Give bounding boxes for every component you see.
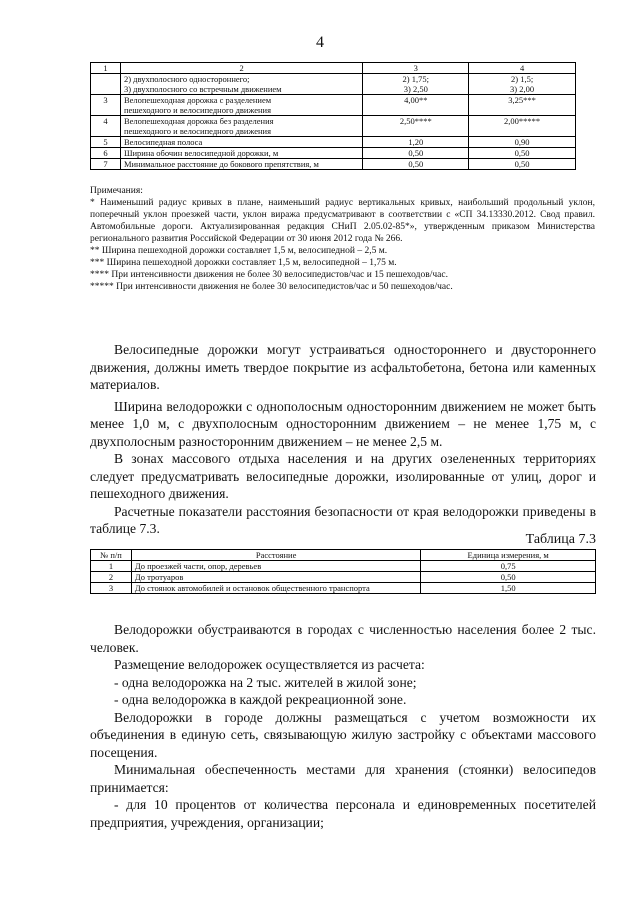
row-number: 6	[91, 148, 121, 159]
row-value-2: 0,50	[469, 159, 576, 170]
note-1: * Наименьший радиус кривых в плане, наименьший радиус вертикальных кривых, наибольший продольный уклон, поперечный уклон проезжей части, уклон виража предусматривают в соответствии с «СП 34.13330.2012. Свод правил. Автомобильные дороги. Актуализированная редакция СНиП 2.05.02-85*», утвержденным приказом Министерства регионального развития Российской Федерации от 30 июня 2012 года № 266.	[90, 198, 595, 244]
table-row	[91, 116, 576, 137]
notes-title: Примечания:	[90, 186, 143, 196]
row-description: 2) двухполосного одностороннего; 3) двухполосного со встречным движением	[120, 74, 362, 95]
note-3: *** Ширина пешеходной дорожки составляет 1,5 м, велосипедной – 1,75 м.	[90, 258, 397, 268]
row-value-1: 4,00**	[363, 95, 469, 116]
header-cell: Расстояние	[131, 550, 420, 561]
row-number: 4	[91, 116, 121, 137]
row-distance: До проезжей части, опор, деревьев	[131, 561, 420, 572]
paragraph: Велосипедные дорожки могут устраиваться одностороннего и двустороннего движения, должны иметь твердое покрытие из асфальтобетона, бетона или каменных материалов.	[90, 342, 596, 392]
row-number: 3	[91, 95, 121, 116]
row-description: Ширина обочин велосипедной дорожки, м	[120, 148, 362, 159]
row-value-2: 0,90	[469, 137, 576, 148]
row-value-1: 0,50	[363, 148, 469, 159]
table-row	[91, 572, 596, 583]
row-number: 5	[91, 137, 121, 148]
header-cell: 3	[363, 63, 469, 74]
row-description: Минимальное расстояние до бокового препятствия, м	[120, 159, 362, 170]
row-value-2: 2) 1,5; 3) 2,00	[469, 74, 576, 95]
paragraph: Минимальная обеспеченность местами для хранения (стоянки) велосипедов принимается:	[90, 762, 596, 795]
row-value-1: 1,20	[363, 137, 469, 148]
table-row	[91, 95, 576, 116]
row-distance: До тротуаров	[131, 572, 420, 583]
paragraph: В зонах массового отдыха населения и на других озелененных территориях следует предусматривать велосипедные дорожки, изолированные от улиц, дорог и пешеходного движения.	[90, 451, 596, 501]
paragraph: Ширина велодорожки с однополосным односторонним движением не может быть менее 1,0 м, с двухполосным односторонним движением – не менее 1,75 м, с двухполосным разносторонним движением – не менее 2,5 м.	[90, 398, 596, 449]
note-2: ** Ширина пешеходной дорожки составляет 1,5 м, велосипедной – 2,5 м.	[90, 246, 388, 256]
body-text-section-1	[90, 341, 596, 538]
body-text-section-2	[90, 621, 596, 831]
table-row	[91, 159, 576, 170]
row-description: Велопешеходная дорожка без разделения пешеходного и велосипедного движения	[120, 116, 362, 137]
paragraph: Велодорожки обустраиваются в городах с численностью населения более 2 тыс. человек.	[90, 622, 596, 655]
table-row	[91, 583, 596, 594]
note-4: **** При интенсивности движения не более 30 велосипедистов/час и 15 пешеходов/час.	[90, 270, 448, 280]
row-value-1: 2,50****	[363, 116, 469, 137]
row-value-1: 0,50	[363, 159, 469, 170]
paragraph: Велодорожки в городе должны размещаться с учетом возможности их объединения в единую сеть, связывающую жилую застройку с объектами массового посещения.	[90, 709, 596, 760]
row-value-2: 0,50	[469, 148, 576, 159]
table-7-2-continuation	[90, 62, 576, 170]
table-header-row	[91, 63, 576, 74]
row-value: 1,50	[421, 583, 596, 594]
row-value-2: 3,25***	[469, 95, 576, 116]
row-value-2: 2,00*****	[469, 116, 576, 137]
row-value-1: 2) 1,75; 3) 2,50	[363, 74, 469, 95]
paragraph: - одна велодорожка в каждой рекреационной зоне.	[114, 692, 407, 707]
row-distance: До стоянок автомобилей и остановок общественного транспорта	[131, 583, 420, 594]
row-number: 1	[91, 561, 132, 572]
row-number	[91, 74, 121, 95]
paragraph: Расчетные показатели расстояния безопасности от края велодорожки приведены в таблице 7.3.	[90, 503, 596, 536]
row-number: 3	[91, 583, 132, 594]
row-description: Велопешеходная дорожка с разделением пешеходного и велосипедного движения	[120, 95, 362, 116]
header-cell: 4	[469, 63, 576, 74]
paragraph: - для 10 процентов от количества персонала и единовременных посетителей предприятия, учреждения, организации;	[90, 797, 596, 830]
row-value: 0,75	[421, 561, 596, 572]
header-cell: № п/п	[91, 550, 132, 561]
row-value: 0,50	[421, 572, 596, 583]
paragraph: Размещение велодорожек осуществляется из расчета:	[114, 657, 425, 672]
row-number: 7	[91, 159, 121, 170]
row-number: 2	[91, 572, 132, 583]
table-row	[91, 74, 576, 95]
table-row	[91, 137, 576, 148]
table-header-row	[91, 550, 596, 561]
paragraph: - одна велодорожка на 2 тыс. жителей в жилой зоне;	[114, 674, 417, 690]
page-number: 4	[316, 34, 324, 51]
table-caption: Таблица 7.3	[525, 532, 596, 547]
table-7-3	[90, 549, 596, 594]
table-row	[91, 561, 596, 572]
note-5: ***** При интенсивности движения не более 30 велосипедистов/час и 50 пешеходов/час.	[90, 282, 453, 292]
row-description: Велосипедная полоса	[120, 137, 362, 148]
header-cell: Единица измерения, м	[421, 550, 596, 561]
header-cell: 2	[120, 63, 362, 74]
table-notes	[90, 185, 595, 293]
header-cell: 1	[91, 63, 121, 74]
table-row	[91, 148, 576, 159]
